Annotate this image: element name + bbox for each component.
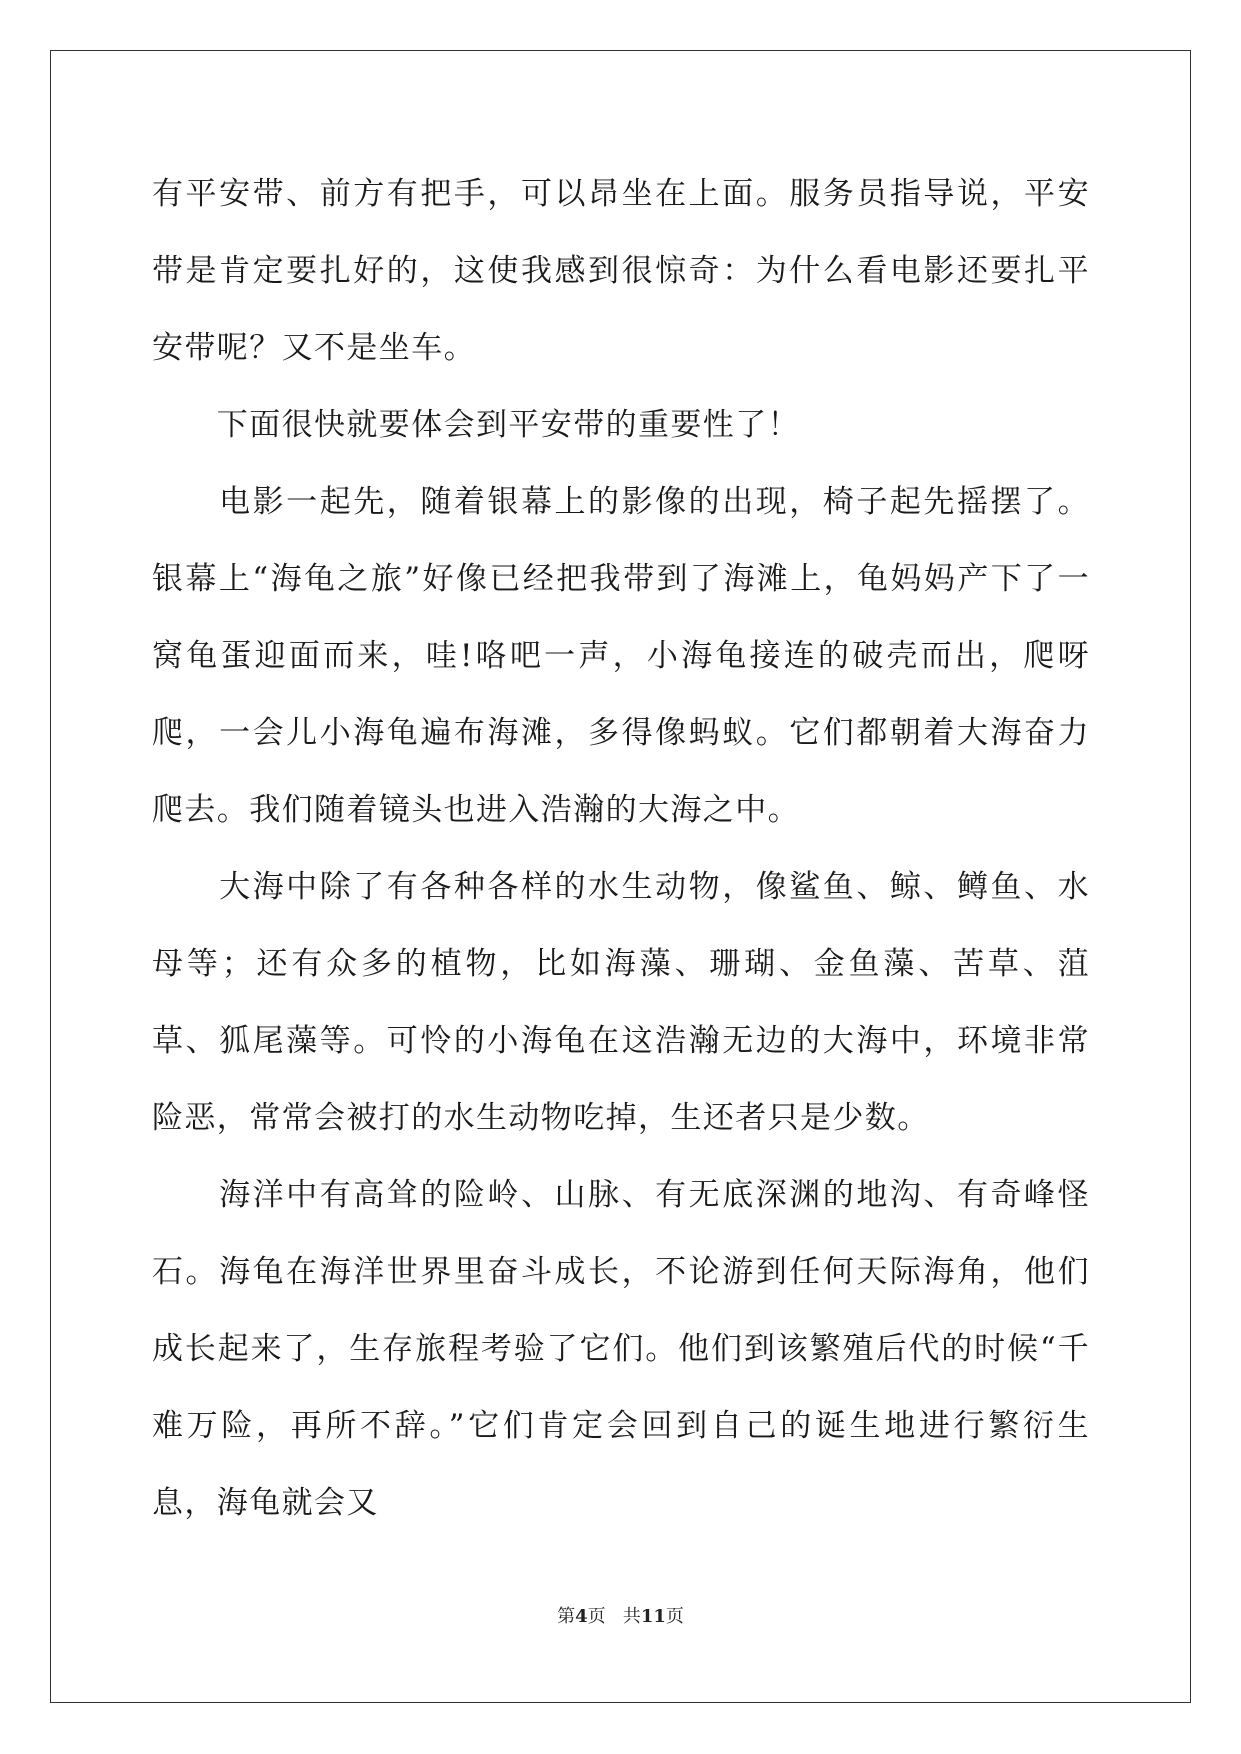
document-body [152,156,1090,1542]
paragraph-2: 下面很快就要体会到平安带的重要性了！ [152,407,800,443]
footer-prefix: 第 [557,1606,576,1627]
paragraph-4: 大海中除了有各种各样的水生动物，像鲨鱼、鲸、鳟鱼、水母等；还有众多的植物，比如海藻、珊瑚、金鱼藻、苦草、菹草、狐尾藻等。可怜的小海龟在这浩瀚无边的大海中，环境非常险恶，常常会被打的水生动物吃掉，生还者只是少数。 [152,869,1090,1136]
total-pages-number: 11 [640,1606,666,1627]
current-page-number: 4 [575,1606,588,1627]
paragraph-3: 电影一起先，随着银幕上的影像的出现，椅子起先摇摆了。银幕上“海龟之旅”好像已经把我带到了海滩上，龟妈妈产下了一窝龟蛋迎面而来，哇!咯吧一声，小海龟接连的破壳而出，爬呀爬，一会儿小海龟遍布海滩，多得像蚂蚁。它们都朝着大海奋力爬去。我们随着镜头也进入浩瀚的大海之中。 [152,484,1090,828]
paragraph-1: 有平安带、前方有把手，可以昂坐在上面。服务员指导说，平安带是肯定要扎好的，这使我感到很惊奇：为什么看电影还要扎平安带呢？又不是坐车。 [152,176,1090,366]
footer-total-prefix: 共 [622,1606,641,1627]
footer-total-suffix: 页 [665,1606,684,1627]
footer-page-suffix: 页 [587,1606,606,1627]
paragraph-5: 海洋中有高耸的险岭、山脉、有无底深渊的地沟、有奇峰怪石。海龟在海洋世界里奋斗成长，不论游到任何天际海角，他们成长起来了，生存旅程考验了它们。他们到该繁殖后代的时候“千难万险，再所不辞。”它们肯定会回到自己的诞生地进行繁衍生息，海龟就会又 [152,1177,1090,1521]
page-footer [0,1602,1241,1628]
